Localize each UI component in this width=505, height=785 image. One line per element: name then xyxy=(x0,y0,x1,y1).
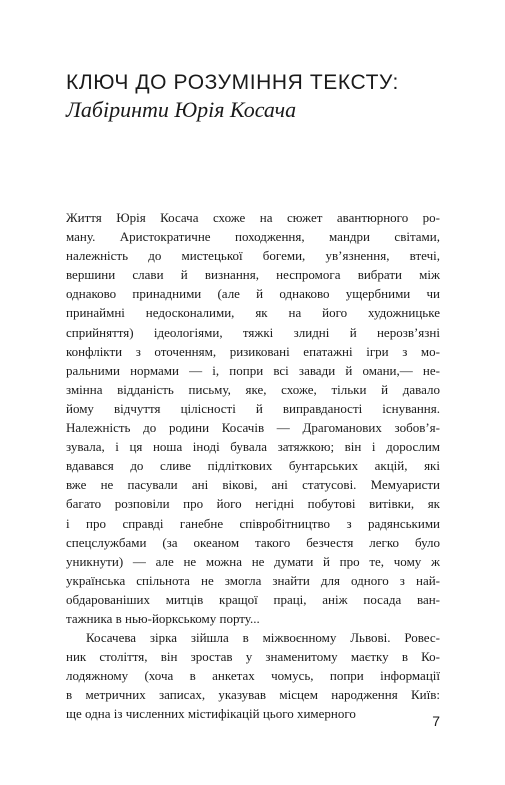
text-line: лодяжному (хоча в анкетах чомусь, попри інформації xyxy=(66,668,440,684)
text-line: в метричних записах, указував місцем народження Київ: xyxy=(66,687,440,703)
page-number: 7 xyxy=(432,713,440,729)
text-line: українська спільнота не змогла знайти для одного з най- xyxy=(66,572,440,588)
body-text xyxy=(66,208,440,724)
text-line: уникнути) — але не можна не думати й про те, чому ж xyxy=(66,553,440,569)
text-line: сприйняття) ідеологіями, тяжкі злидні й нерозв’язні xyxy=(66,324,440,340)
text-line: і про справді ганебне співробітництво з радянськими xyxy=(66,515,440,531)
text-line: Належність до родини Косачів — Драгоманових зобов’я- xyxy=(66,420,440,436)
text-line: однаково принадними (але й однаково ущербними чи xyxy=(66,286,440,302)
text-line: змінна відданість письму, яке, схоже, тільки й давало xyxy=(66,381,440,397)
chapter-heading xyxy=(66,70,446,124)
text-line: конфлікти з оточенням, ризиковані епатажні ігри з мо- xyxy=(66,343,440,359)
text-line: ману. Аристократичне походження, мандри світами, xyxy=(66,229,440,245)
text-line: ральними нормами — і, попри всі завади й омани,— не- xyxy=(66,362,440,378)
text-line: ще одна із численних містифікацій цього химерного xyxy=(66,706,356,722)
text-line: ник століття, він зростав у знаменитому маєтку в Ко- xyxy=(66,649,440,665)
text-line: зувала, і ця ноша іноді бувала затяжкою; він і дорослим xyxy=(66,439,440,455)
paragraph-1 xyxy=(66,208,440,628)
text-line: вже не пасували ані вікові, ані статусові. Мемуаристи xyxy=(66,477,440,493)
text-line: принаймні недосконалими, як на його художницьке xyxy=(66,305,440,321)
text-line: вдавався до сливе підліткових бунтарських акцій, які xyxy=(66,458,440,474)
paragraph-2 xyxy=(66,628,440,723)
text-line: вершини слави й визнання, неспромога вибрати між xyxy=(66,267,440,283)
chapter-title: КЛЮЧ ДО РОЗУМІННЯ ТЕКСТУ: xyxy=(66,71,399,94)
text-line: багато розповіли про його негідні побутові витівки, як xyxy=(66,496,440,512)
text-line: тажника в нью-йоркському порту... xyxy=(66,610,260,626)
text-line: обдарованіших митців кращої праці, аніж посада ван- xyxy=(66,591,440,607)
text-line: належність до мистецької богеми, ув’язнення, втечі, xyxy=(66,248,440,264)
text-line: Життя Юрія Косача схоже на сюжет авантюрного ро- xyxy=(66,210,440,225)
text-line: Косачева зірка зійшла в міжвоєнному Львові. Ровес- xyxy=(86,630,440,646)
chapter-subtitle: Лабіринти Юрія Косача xyxy=(66,97,297,122)
text-line: йому відчуття цілісності й виправданості існування. xyxy=(66,400,440,416)
text-line: спецслужбами (за океаном такого безчестя легко було xyxy=(66,534,440,550)
